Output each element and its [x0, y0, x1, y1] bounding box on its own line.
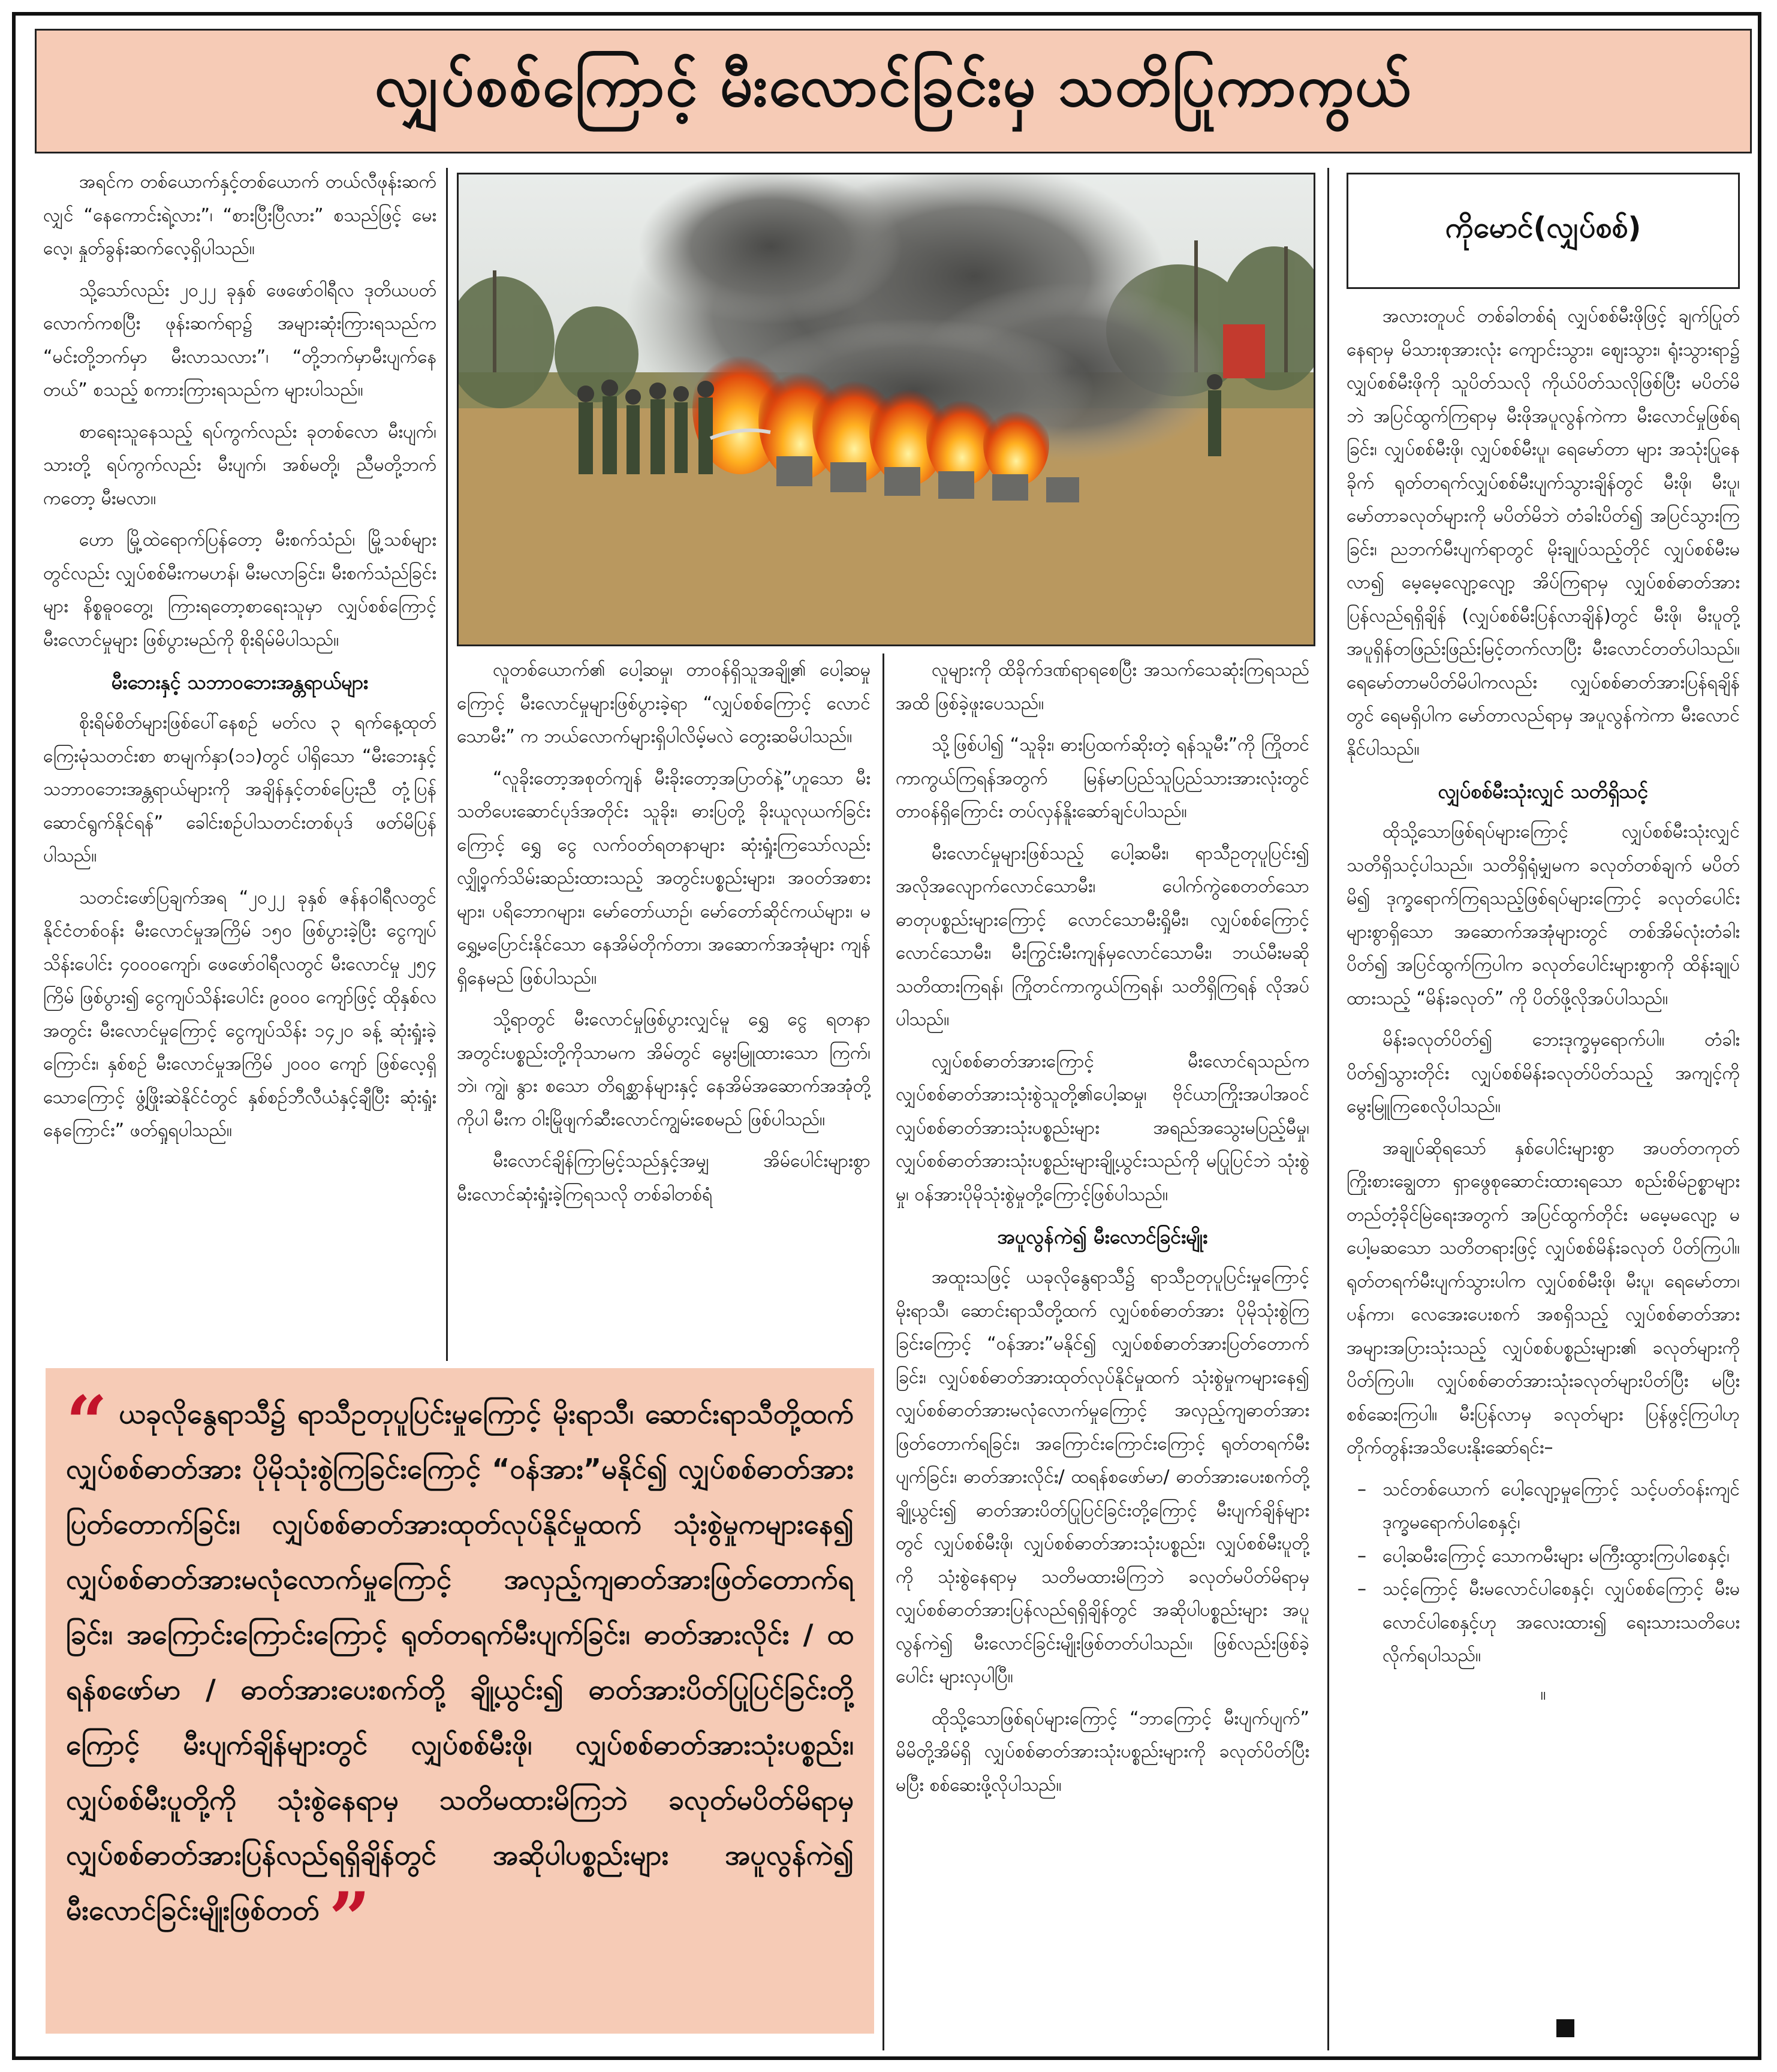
paragraph: စိုးရိမ်စိတ်များဖြစ်ပေါ်နေစဉ် မတ်လ ၃ ရက်နေ့ထုတ် ကြေးမုံသတင်းစာ စာမျက်နှာ(၁၁)တွင် ပါရှိသော “မီးဘေးနှင့် သဘာဝဘေးအန္တရာယ်များကို အချိန်နှင့်တစ်ပြေးညီ တုံ့ပြန်ဆောင်ရွက်နိုင်ရန်” ခေါင်းစဉ်ပါသတင်းတစ်ပုဒ် ဖတ်မိပြန်ပါသည်။ — [43, 712, 436, 867]
paragraph: သို့ရာတွင် မီးလောင်မှုဖြစ်ပွားလျှင်မူ ရွှေ ငွေ ရတနာ အတွင်းပစ္စည်းတို့ကိုသာမက အိမ်တွင် မွေးမြူထားသော ကြက်၊ ဘဲ၊ ကျွဲ၊ နွား စသော တိရစ္ဆာန်များနှင့် နေအိမ်အဆောက်အအုံတို့ကိုပါ မီးက ဝါးမြိုဖျက်ဆီးလောင်ကျွမ်းစေမည် ဖြစ်ပါသည်။ — [457, 1009, 871, 1130]
column-3 — [896, 653, 1309, 2044]
list-item: – သင်တစ်ယောက် ပေါ့လျော့မှုကြောင့် သင့်ပတ်ဝန်းကျင်ဒုက္ခမရောက်ပါစေနှင့်၊ — [1347, 1473, 1740, 1540]
pull-quote-text: ယခုလိုနွေရာသီ၌ ရာသီဥတုပူပြင်းမှုကြောင့် မိုးရာသီ၊ ဆောင်းရာသီတို့ထက် လျှပ်စစ်ဓာတ်အား ပိုမိုသုံးစွဲကြခြင်းကြောင့် “ဝန်အား”မနိုင်၍ လျှပ်စစ်ဓာတ်အားပြတ်တောက်ခြင်း၊ လျှပ်စစ်ဓာတ်အားထုတ်လုပ်နိုင်မှုထက် သုံးစွဲမှုကများနေ၍ လျှပ်စစ်ဓာတ်အားမလုံလောက်မှုကြောင့် အလှည့်ကျဓာတ်အားဖြတ်တောက်ရခြင်း၊ အကြောင်းကြောင်းကြောင့် ရုတ်တရက်မီးပျက်ခြင်း၊ ဓာတ်အားလိုင်း / ထရန်စဖော်မာ / ဓာတ်အားပေးစက်တို့ ချို့ယွင်း၍ ဓာတ်အားပိတ်ပြုပြင်ခြင်းတို့ကြောင့် မီးပျက်ချိန်များတွင် လျှပ်စစ်မီးဖို၊ လျှပ်စစ်ဓာတ်အားသုံးပစ္စည်း၊ လျှပ်စစ်မီးပူတို့ကို သုံးစွဲနေရာမှ သတိမထားမိကြဘဲ ခလုတ်မပိတ်မိရာမှ လျှပ်စစ်ဓာတ်အားပြန်လည်ရရှိချိန်တွင် အဆိုပါပစ္စည်းများ အပူလွန်ကဲ၍ မီးလောင်ခြင်းမျိုးဖြစ်တတ် — [66, 1398, 854, 1926]
open-quote-icon: “ — [66, 1380, 108, 1465]
paragraph: ထိုသို့သောဖြစ်ရပ်များကြောင့် လျှပ်စစ်မီးသုံးလျှင် သတိရှိသင့်ပါသည်။ သတိရှိရုံမျှမက ခလုတ်တစ်ချက် မပိတ်မိ၍ ဒုက္ခရောက်ကြရသည့်ဖြစ်ရပ်များကြောင့် ခလုတ်ပေါင်းများစွာရှိသော အဆောက်အအုံများတွင် တစ်အိမ်လုံးတံခါးပိတ်၍ အပြင်ထွက်ကြပါက ခလုတ်ပေါင်းများစွာကို ထိန်းချုပ်ထားသည့် “မိန်းခလုတ်” ကို ပိတ်ဖို့လိုအပ်ပါသည်။ — [1347, 821, 1740, 1009]
paragraph: စာရေးသူနေသည့် ရပ်ကွက်လည်း ခုတစ်လော မီးပျက်၊ သားတို့ ရပ်ကွက်လည်း မီးပျက်၊ အစ်မတို့၊ ညီမတို့ဘက်ကတော့ မီးမလာ။ — [43, 421, 436, 509]
article-headline: လျှပ်စစ်ကြောင့် မီးလောင်ခြင်းမှ သတိပြုကာကွယ် — [35, 29, 1752, 153]
paragraph: အလားတူပင် တစ်ခါတစ်ရံ လျှပ်စစ်မီးဖိုဖြင့် ချက်ပြုတ်နေရာမှ မိသားစုအားလုံး ကျောင်းသွား၊ ဈေးသွား၊ ရုံးသွားရာ၌ လျှပ်စစ်မီးဖိုကို သူပိတ်သလို ကိုယ်ပိတ်သလိုဖြစ်ပြီး မပိတ်မိဘဲ အပြင်ထွက်ကြရာမှ မီးဖိုအပူလွန်ကဲကာ မီးလောင်မှုဖြစ်ရခြင်း၊ လျှပ်စစ်မီးဖို၊ လျှပ်စစ်မီးပူ၊ ရေမော်တာ များ အသုံးပြုနေခိုက် ရုတ်တရက်လျှပ်စစ်မီးပျက်သွားချိန်တွင် မီးဖို၊ မီးပူ၊ မော်တာခလုတ်များကို မပိတ်မိဘဲ တံခါးပိတ်၍ အပြင်သွားကြခြင်း၊ ညဘက်မီးပျက်ရာတွင် မိုးချုပ်သည့်တိုင် လျှပ်စစ်မီးမလာ၍ မေ့မေ့လျော့လျော့ အိပ်ကြရာမှ လျှပ်စစ်ဓာတ်အား ပြန်လည်ရရှိချိန် (လျှပ်စစ်မီးပြန်လာချိန်)တွင် မီးဖို၊ မီးပူတို့ အပူရှိန်တဖြည်းဖြည်းမြင့်တက်လာပြီး မီးလောင်တတ်ပါသည်။ ရေမော်တာမပိတ်မိပါကလည်း လျှပ်စစ်ဓာတ်အားပြန်ရချိန်တွင် ရေမရှိပါက မော်တာလည်ရာမှ အပူလွန်ကဲကာ မီးလောင်နိုင်ပါသည်။ — [1347, 306, 1740, 760]
paragraph: သို့သော်လည်း ၂၀၂၂ ခုနှစ် ဖေဖော်ဝါရီလ ဒုတိယပတ်လောက်ကစပြီး ဖုန်းဆက်ရာ၌ အများဆုံးကြားရသည်က “မင်းတို့ဘက်မှာ မီးလာသလား”၊ “တို့ဘက်မှာမီးပျက်နေတယ်” စသည့် စကားကြားရသည်က များပါသည်။ — [43, 279, 436, 400]
column-4 — [1347, 300, 1740, 2038]
column-divider — [1327, 168, 1329, 2050]
paragraph: သို့ဖြစ်ပါ၍ “သူခိုး၊ ဓားပြထက်ဆိုးတဲ့ ရန်သူမီး”ကို ကြိုတင်ကာကွယ်ကြရန်အတွက် မြန်မာပြည်သူပြည်သားအားလုံးတွင် တာဝန်ရှိကြောင်း တပ်လှန်နိူးဆော်ချင်ပါသည်။ — [896, 734, 1309, 822]
column-divider — [446, 168, 448, 1361]
list-item: – သင့်ကြောင့် မီးမလောင်ပါစေနှင့်၊ လျှပ်စစ်ကြောင့် မီးမလောင်ပါစေနှင့်ဟု အလေးထား၍ ရေးသားသတိပေးလိုက်ရပါသည်။ — [1347, 1573, 1740, 1673]
end-sign: ။ — [1540, 1683, 1546, 1704]
paragraph: လူတစ်ယောက်၏ ပေါ့ဆမှု၊ တာဝန်ရှိသူအချို့၏ ပေါ့ဆမှုကြောင့် မီးလောင်မှုများဖြစ်ပွားခဲ့ရာ “လျှပ်စစ်ကြောင့် လောင်သောမီး” က ဘယ်လောက်များရှိပါလိမ့်မလဲ တွေးဆမိပါသည်။ — [457, 659, 871, 747]
paragraph: အထူးသဖြင့် ယခုလိုနွေရာသီ၌ ရာသီဥတုပူပြင်းမှုကြောင့် မိုးရာသီ၊ ဆောင်းရာသီတို့ထက် လျှပ်စစ်ဓာတ်အား ပိုမိုသုံးစွဲကြခြင်းကြောင့် “ဝန်အား”မနိုင်၍ လျှပ်စစ်ဓာတ်အားပြတ်တောက်ခြင်း၊ လျှပ်စစ်ဓာတ်အားထုတ်လုပ်နိုင်မှုထက် သုံးစွဲမှုကများနေ၍ လျှပ်စစ်ဓာတ်အားမလုံလောက်မှုကြောင့် အလှည့်ကျဓာတ်အားဖြတ်တောက်ရခြင်း၊ အကြောင်းကြောင်းကြောင့် ရုတ်တရက်မီးပျက်ခြင်း၊ ဓာတ်အားလိုင်း/ ထရန်စဖော်မာ/ ဓာတ်အားပေးစက်တို့ ချို့ယွင်း၍ ဓာတ်အားပိတ်ပြုပြင်ခြင်းတို့ကြောင့် မီးပျက်ချိန်များတွင် လျှပ်စစ်မီးဖို၊ လျှပ်စစ်ဓာတ်အားသုံးပစ္စည်း၊ လျှပ်စစ်မီးပူတို့ကို သုံးစွဲနေရာမှ သတိမထားမိကြဘဲ ခလုတ်မပိတ်မိရာမှ လျှပ်စစ်ဓာတ်အားပြန်လည်ရရှိချိန်တွင် အဆိုပါပစ္စည်းများ အပူလွန်ကဲ၍ မီးလောင်ခြင်းမျိုးဖြစ်တတ်ပါသည်။ ဖြစ်လည်းဖြစ်ခဲ့ပေါင်း များလှပါပြီ။ — [896, 1267, 1309, 1688]
advice-list — [1347, 1473, 1740, 1673]
pull-quote — [46, 1368, 874, 2034]
paragraph: ထိုသို့သောဖြစ်ရပ်များကြောင့် “ဘာကြောင့် မီးပျက်ပျက်” မိမိတို့အိမ်ရှိ လျှပ်စစ်ဓာတ်အားသုံးပစ္စည်းများကို ခလုတ်ပိတ်ပြီး မပြီး စစ်ဆေးဖို့လိုပါသည်။ — [896, 1707, 1309, 1796]
column-divider — [883, 653, 884, 2050]
paragraph: မီးလောင်မှုများဖြစ်သည့် ပေါ့ဆမီး၊ ရာသီဥတုပူပြင်း၍ အလိုအလျောက်လောင်သောမီး၊ ပေါက်ကွဲစေတတ်သော ဓာတုပစ္စည်းများကြောင့် လောင်သောမီးရှိုမီး၊ လျှပ်စစ်ကြောင့်လောင်သောမီး၊ မီးကြွင်းမီးကျန်မှလောင်သောမီး၊ ဘယ်မီးမဆို သတိထားကြရန်၊ ကြိုတင်ကာကွယ်ကြရန်၊ သတိရှိကြရန် လိုအပ်ပါသည်။ — [896, 842, 1309, 1030]
close-quote-icon: ” — [329, 1877, 371, 1961]
section-heading: မီးဘေးနှင့် သဘာဝဘေးအန္တရာယ်များ — [112, 671, 368, 694]
section-heading: အပူလွန်ကဲ၍ မီးလောင်ခြင်းမျိုး — [997, 1225, 1208, 1248]
column-2 — [457, 653, 871, 1359]
column-1 — [43, 165, 436, 1359]
paragraph: လျှပ်စစ်ဓာတ်အားကြောင့် မီးလောင်ရသည်က လျှပ်စစ်ဓာတ်အားသုံးစွဲသူတို့၏ပေါ့ဆမှု၊ ဗိုင်ယာကြိုးအပါအဝင် လျှပ်စစ်ဓာတ်အားသုံးပစ္စည်းများ အရည်အသွေးမပြည့်မီမှု၊ လျှပ်စစ်ဓာတ်အားသုံးပစ္စည်းများချို့ယွင်းသည်ကို မပြုပြင်ဘဲ သုံးစွဲမှု၊ ဝန်အားပိုမိုသုံးစွဲမှုတို့ကြောင့်ဖြစ်ပါသည်။ — [896, 1050, 1309, 1205]
paragraph: မီးလောင်ချိန်ကြာမြင့်သည်နှင့်အမျှ အိမ်ပေါင်းများစွာမီးလောင်ဆုံးရှုံးခဲ့ကြရသလို တစ်ခါတစ်ရံ — [457, 1151, 871, 1205]
section-heading: လျှပ်စစ်မီးသုံးလျှင် သတိရှိသင့် — [1438, 780, 1649, 803]
paragraph: “လူခိုးတော့အစုတ်ကျန် မီးခိုးတော့အပြာတ်နဲ့”ဟူသော မီးသတိပေးဆောင်ပုဒ်အတိုင်း သူခိုး၊ ဓားပြတို့ ခိုးယူလုယက်ခြင်းကြောင့် ရွှေ ငွေ လက်ဝတ်ရတနာများ ဆုံးရှုံးကြသော်လည်း လျှို့ဝှက်သိမ်းဆည်းထားသည့် အတွင်းပစ္စည်းများ၊ အဝတ်အစားများ၊ ပရိဘောဂများ၊ မော်တော်ယာဉ်၊ မော်တော်ဆိုင်ကယ်များ၊ မရွှေ့မပြောင်းနိုင်သော နေအိမ်တိုက်တာ၊ အဆောက်အအုံများ ကျန်ရှိနေမည် ဖြစ်ပါသည်။ — [457, 767, 871, 989]
photo-image — [459, 174, 1314, 645]
list-item: – ပေါ့ဆမီးကြောင့် သောကမီးများ မကြီးထွားကြပါစေနှင့်၊ — [1347, 1540, 1740, 1573]
fire-drill-photo — [457, 173, 1315, 646]
paragraph: အချုပ်ဆိုရသော် နှစ်ပေါင်းများစွာ အပတ်တကုတ်ကြိုးစားချွေတာ ရှာဖွေစုဆောင်းထားရသော စည်းစိမ်ဥစ္စာများ တည်တံ့ခိုင်မြဲရေးအတွက် အပြင်ထွက်တိုင်း မမေ့မလျော့ မပေါ့မဆသော သတိတရားဖြင့် လျှပ်စစ်မိန်းခလုတ် ပိတ်ကြပါ။ ရုတ်တရက်မီးပျက်သွားပါက လျှပ်စစ်မီးဖို၊ မီးပူ၊ ရေမော်တာ၊ ပန်ကာ၊ လေအေးပေးစက် အစရှိသည့် လျှပ်စစ်ဓာတ်အား အများအပြားသုံးသည့် လျှပ်စစ်ပစ္စည်းများ၏ ခလုတ်များကို ပိတ်ကြပါ။ လျှပ်စစ်ဓာတ်အားသုံးခလုတ်များပိတ်ပြီး မပြီးစစ်ဆေးကြပါ။ မီးပြန်လာမှ ခလုတ်များ ပြန်ဖွင့်ကြပါဟု တိုက်တွန်းအသိပေးနိုးဆော်ရင်း– — [1347, 1137, 1740, 1459]
paragraph: အရင်က တစ်ယောက်နှင့်တစ်ယောက် တယ်လီဖုန်းဆက်လျှင် “နေကောင်းရဲ့လား”၊ “စားပြီးပြီလား” စသည်ဖြင့် မေးလေ့၊ နှုတ်ခွန်းဆက်လေ့ရှိပါသည်။ — [43, 171, 436, 259]
paragraph: မိန်းခလုတ်ပိတ်၍ ဘေးဒုက္ခမှရောက်ပါ။ တံခါးပိတ်၍သွားတိုင်း လျှပ်စစ်မိန်းခလုတ်ပိတ်သည့် အကျင့်ကို မွေးမြူကြစေလိုပါသည်။ — [1347, 1029, 1740, 1118]
author-byline: ကိုမောင်(လျှပ်စစ်) — [1347, 173, 1740, 289]
end-square-icon — [1556, 2019, 1574, 2037]
paragraph: သတင်းဖော်ပြချက်အရ “၂၀၂၂ ခုနှစ် ဇန်နဝါရီလတွင် နိုင်ငံတစ်ဝန်း မီးလောင်မှုအကြိမ် ၁၅၀ ဖြစ်ပွားခဲ့ပြီး ငွေကျပ်သိန်းပေါင်း ၄၀၀၀ကျော်၊ ဖေဖော်ဝါရီလတွင် မီးလောင်မှု ၂၅၄ ကြိမ် ဖြစ်ပွား၍ ငွေကျပ်သိန်းပေါင်း ၉၀၀၀ ကျော်ဖြင့် ထိုနှစ်လအတွင်း မီးလောင်မှုကြောင့် ငွေကျပ်သိန်း ၁၄၂၀ ခန့် ဆုံးရှုံးခဲ့ကြောင်း၊ နှစ်စဉ် မီးလောင်မှုအကြိမ် ၂၀၀၀ ကျော် ဖြစ်လေ့ရှိသောကြောင့် ဖွံ့ဖြိုးဆဲနိုင်ငံတွင် နှစ်စဉ်ဘီလီယံနှင့်ချီပြီး ဆုံးရှုံးနေကြောင်း” ဖတ်ရှုရပါသည်။ — [43, 887, 436, 1142]
paragraph: လူများကို ထိခိုက်ဒဏ်ရာရစေပြီး အသက်သေဆုံးကြရသည်အထိ ဖြစ်ခဲ့ဖူးပေသည်။ — [896, 659, 1309, 714]
paragraph: ဟော မြို့ထဲရောက်ပြန်တော့ မီးစက်သံည်၊ မြို့သစ်များတွင်လည်း လျှပ်စစ်မီးကမဟန်၊ မီးမလာခြင်း၊ မီးစက်သံည်ခြင်းများ နိစ္စဓူဝတွေ့၊ ကြားရတော့စာရေးသူမှာ လျှပ်စစ်ကြောင့်မီးလောင်မှုများ ဖြစ်ပွားမည်ကို စိုးရိမ်မိပါသည်။ — [43, 529, 436, 650]
